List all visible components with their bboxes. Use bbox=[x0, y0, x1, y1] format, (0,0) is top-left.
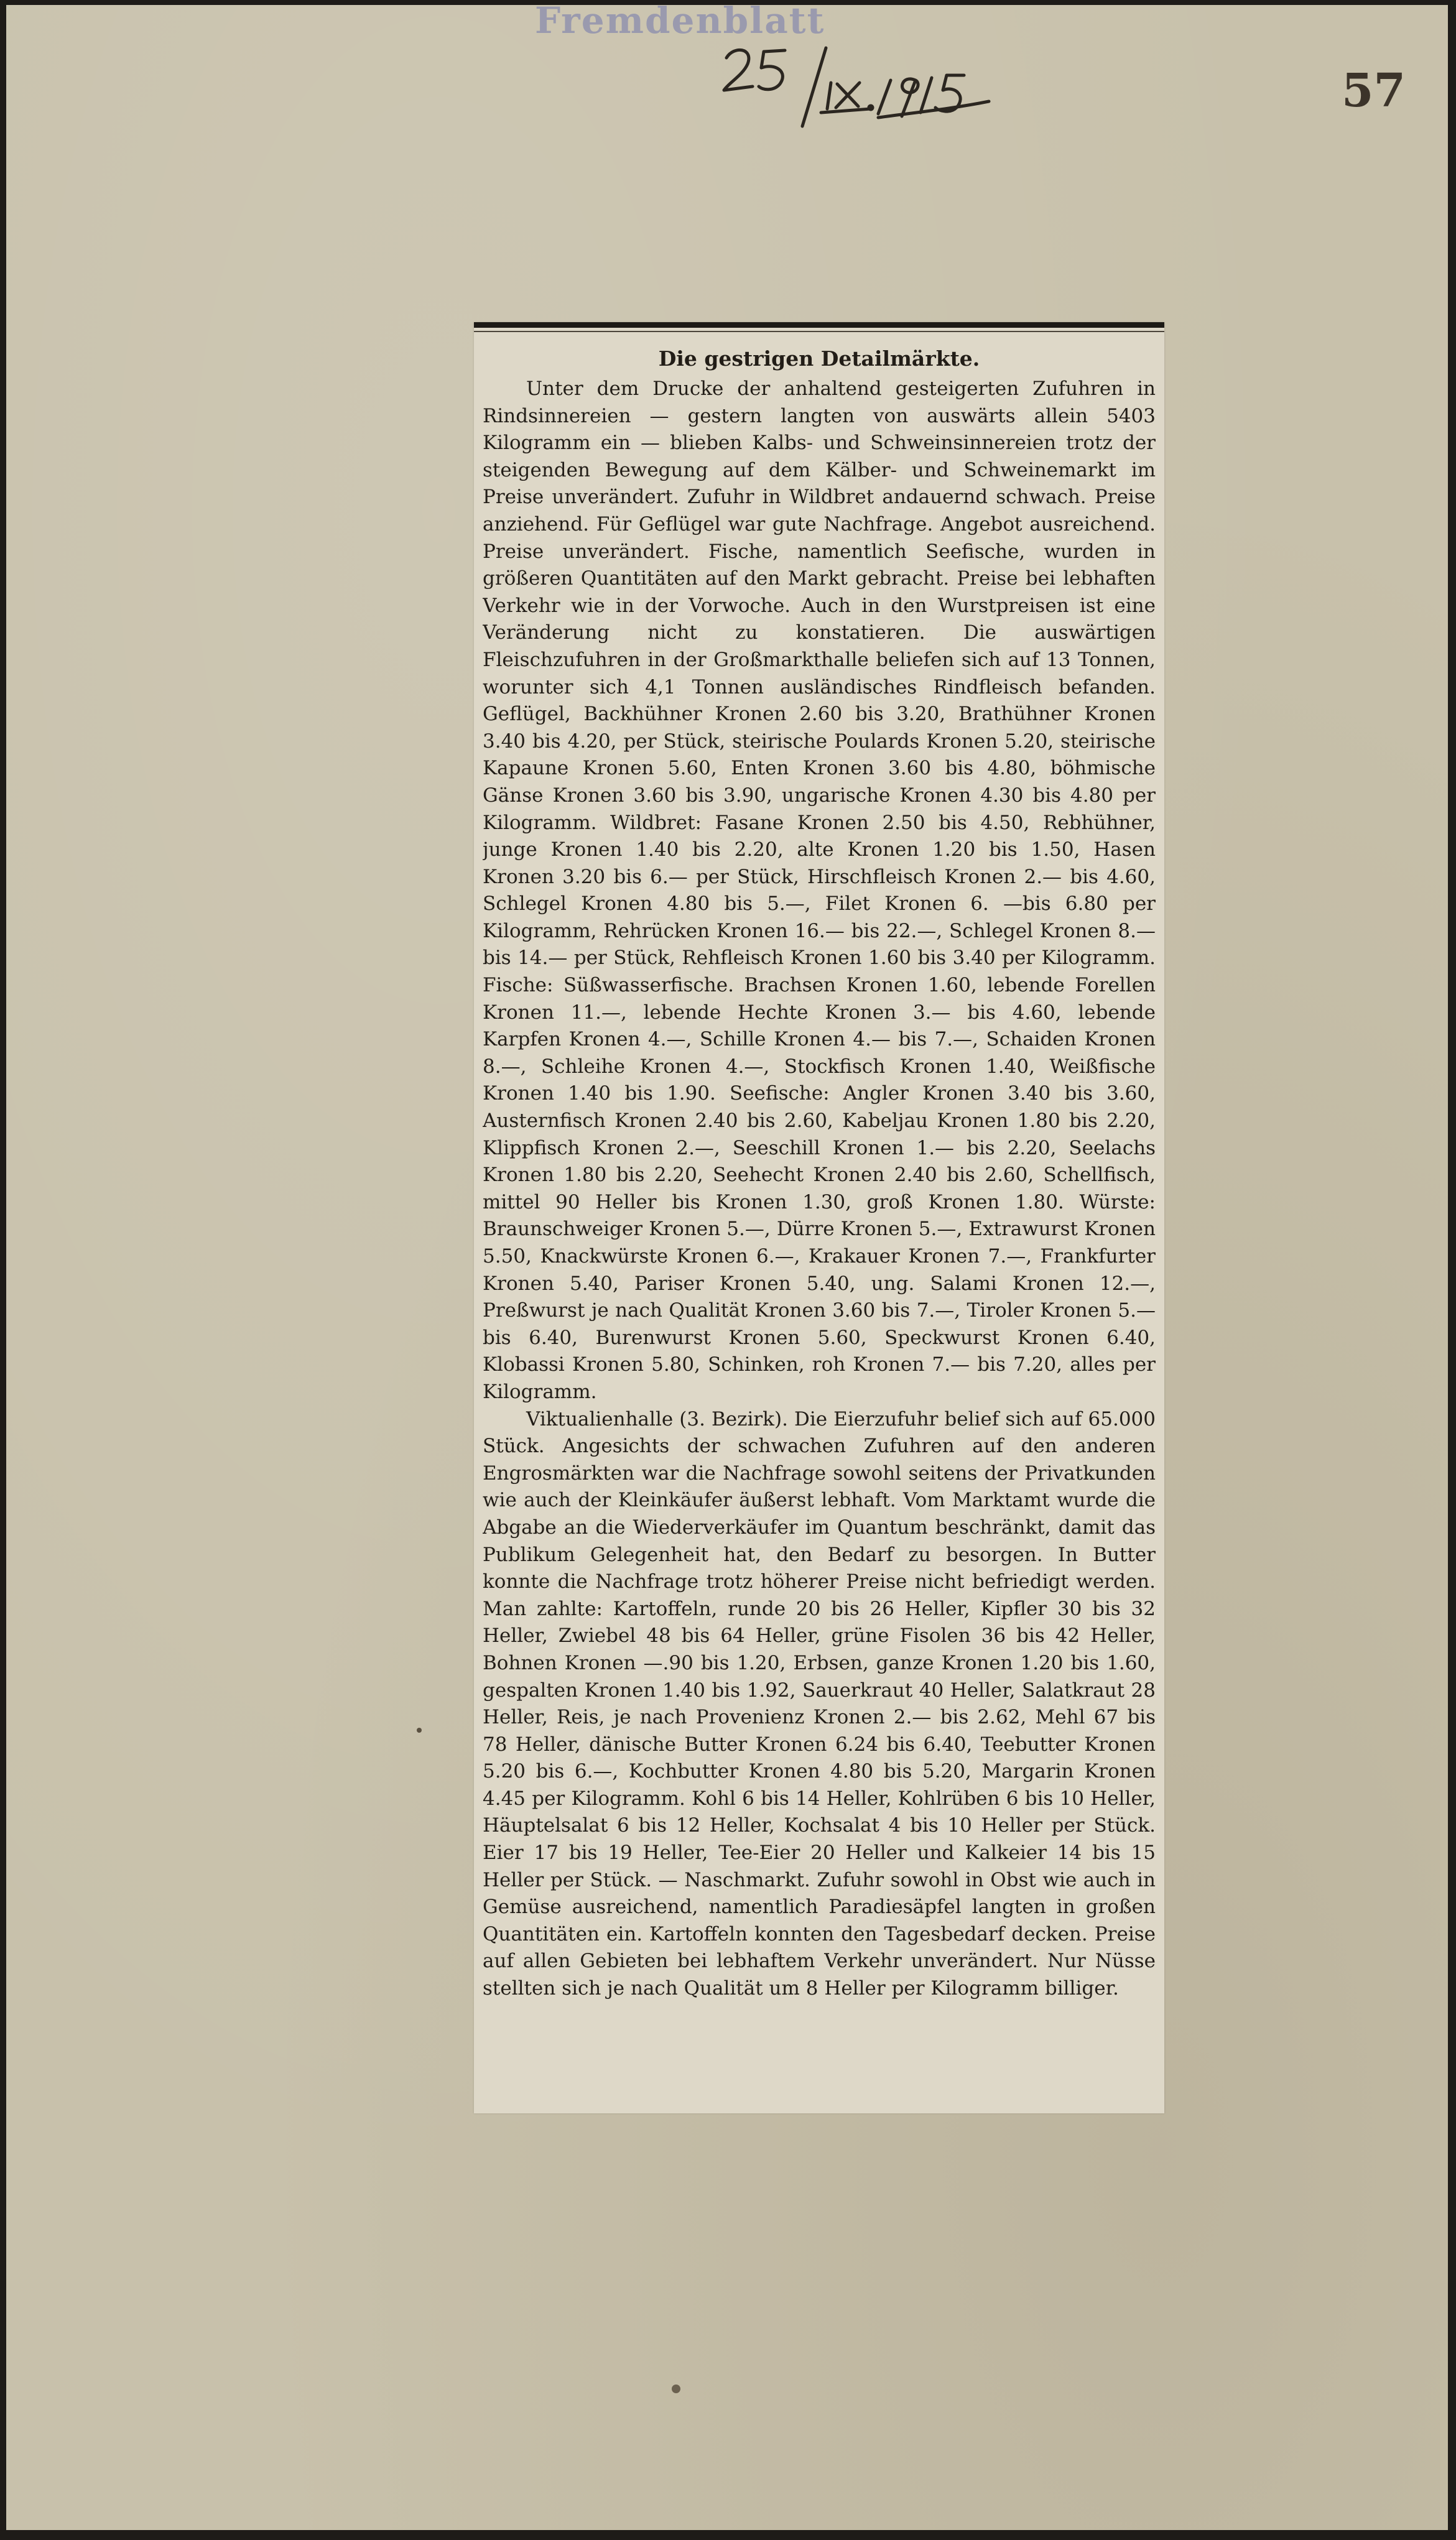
archive-sheet bbox=[6, 5, 1448, 2530]
article-paragraph-meat-fish-sausage: Unter dem Drucke der anhaltend gesteigerten Zufuhren in Rindsinnereien — gestern langten von auswärts allein 5403 Kilogramm ein — blieben Kalbs- und Schweinsinnereien trotz der steigenden Bewegung auf dem Kälber- und Schweinemarkt im Preise unverändert. Zufuhr in Wildbret andauernd schwach. Preise anziehend. Für Geflügel war gute Nachfrage. Angebot ausreichend. Preise unverändert. Fische, namentlich Seefische, wurden in größeren Quantitäten auf den Markt gebracht. Preise bei lebhaften Verkehr wie in der Vorwoche. Auch in den Wurstpreisen ist eine Veränderung nicht zu konstatieren. Die auswärtigen Fleischzufuhren in der Großmarkthalle beliefen sich auf 13 Tonnen, worunter sich 4,1 Tonnen ausländisches Rindfleisch befanden. Geflügel, Backhühner Kronen 2.60 bis 3.20, Brathühner Kronen 3.40 bis 4.20, per Stück, steirische Poulards Kronen 5.20, steirische Kapaune Kronen 5.60, Enten Kronen 3.60 bis 4.80, böhmische Gänse Kronen 3.60 bis 3.90, ungarische Kronen 4.30 bis 4.80 per Kilogramm. Wildbret: Fasane Kronen 2.50 bis 4.50, Rebhühner, junge Kronen 1.40 bis 2.20, alte Kronen 1.20 bis 1.50, Hasen Kronen 3.20 bis 6.— per Stück, Hirschfleisch Kronen 2.— bis 4.60, Schlegel Kronen 4.80 bis 5.—, Filet Kronen 6. —bis 6.80 per Kilogramm, Rehrücken Kronen 16.— bis 22.—, Schlegel Kronen 8.— bis 14.— per Stück, Rehfleisch Kronen 1.60 bis 3.40 per Kilogramm. Fische: Süßwasserfische. Brachsen Kronen 1.60, lebende Forellen Kronen 11.—, lebende Hechte Kronen 3.— bis 4.60, lebende Karpfen Kronen 4.—, Schille Kronen 4.— bis 7.—, Schaiden Kronen 8.—, Schleihe Kronen 4.—, Stockfisch Kronen 1.40, Weißfische Kronen 1.40 bis 1.90. Seefische: Angler Kronen 3.40 bis 3.60, Austernfisch Kronen 2.40 bis 2.60, Kabeljau Kronen 1.80 bis 2.20, Klippfisch Kronen 2.—, Seeschill Kronen 1.— bis 2.20, Seelachs Kronen 1.80 bis 2.20, Seehecht Kronen 2.40 bis 2.60, Schellfisch, mittel 90 Heller bis Kronen 1.30, groß Kronen 1.80. Würste: Braunschweiger Kronen 5.—, Dürre Kronen 5.—, Extrawurst Kronen 5.50, Knackwürste Kronen 6.—, Krakauer Kronen 7.—, Frankfurter Kronen 5.40, Pariser Kronen 5.40, ung. Salami Kronen 12.—, Preßwurst je nach Qualität Kronen 3.60 bis 7.—, Tiroler Kronen 5.— bis 6.40, Burenwurst Kronen 5.60, Speckwurst Kronen 6.40, Klobassi Kronen 5.80, Schinken, roh Kronen 7.— bis 7.20, alles per Kilogramm. bbox=[483, 378, 1156, 1403]
article-body bbox=[483, 345, 1156, 2098]
page-number: 57 bbox=[1342, 64, 1406, 118]
article-paragraph-viktualienhalle: Viktualienhalle (3. Bezirk). Die Eierzufuhr belief sich auf 65.000 Stück. Angesichts der schwachen Zufuhren auf den anderen Engrosmärkten war die Nachfrage sowohl seitens der Privatkunden wie auch der Kleinkäufer äußerst lebhaft. Vom Marktamt wurde die Abgabe an die Wiederverkäufer im Quantum beschränkt, damit das Publikum Gelegenheit hat, den Bedarf zu besorgen. In Butter konnte die Nachfrage trotz höherer Preise nicht befriedigt werden. Man zahlte: Kartoffeln, runde 20 bis 26 Heller, Kipfler 30 bis 32 Heller, Zwiebel 48 bis 64 Heller, grüne Fisolen 36 bis 42 Heller, Bohnen Kronen —.90 bis 1.20, Erbsen, ganze Kronen 1.20 bis 1.60, gespalten Kronen 1.40 bis 1.92, Sauerkraut 40 Heller, Salatkraut 28 Heller, Reis, je nach Provenienz Kronen 2.— bis 2.62, Mehl 67 bis 78 Heller, dänische Butter Kronen 6.24 bis 6.40, Teebutter Kronen 5.20 bis 6.—, Kochbutter Kronen 4.80 bis 5.20, Margarin Kronen 4.45 per Kilogramm. Kohl 6 bis 14 Heller, Kohlrüben 6 bis 10 Heller, Häuptelsalat 6 bis 12 Heller, Kochsalat 4 bis 10 Heller per Stück. Eier 17 bis 19 Heller, Tee-Eier 20 Heller und Kalkeier 14 bis 15 Heller per Stück. — Naschmarkt. Zufuhr sowohl in Obst wie auch in Gemüse ausreichend, namentlich Paradiesäpfel langten in großen Quantitäten ein. Kartoffeln konnten den Tagesbedarf decken. Preise auf allen Gebieten bei lebhaftem Verkehr unverändert. Nur Nüsse stellten sich je nach Qualität um 8 Heller per Kilogramm billiger. bbox=[483, 1407, 1156, 2000]
article-title: Die gestrigen Detailmärkte. bbox=[658, 346, 980, 371]
paper-hole bbox=[672, 2385, 680, 2393]
handwritten-date bbox=[715, 39, 1001, 132]
paper-speck bbox=[417, 1728, 422, 1733]
clipping-top-rule bbox=[474, 322, 1164, 328]
newspaper-name-stamp: Fremdenblatt bbox=[535, 5, 825, 42]
handwritten-date-scribble bbox=[715, 39, 1001, 132]
newspaper-clipping bbox=[474, 322, 1164, 2113]
clipping-top-rule-thin bbox=[474, 331, 1164, 332]
